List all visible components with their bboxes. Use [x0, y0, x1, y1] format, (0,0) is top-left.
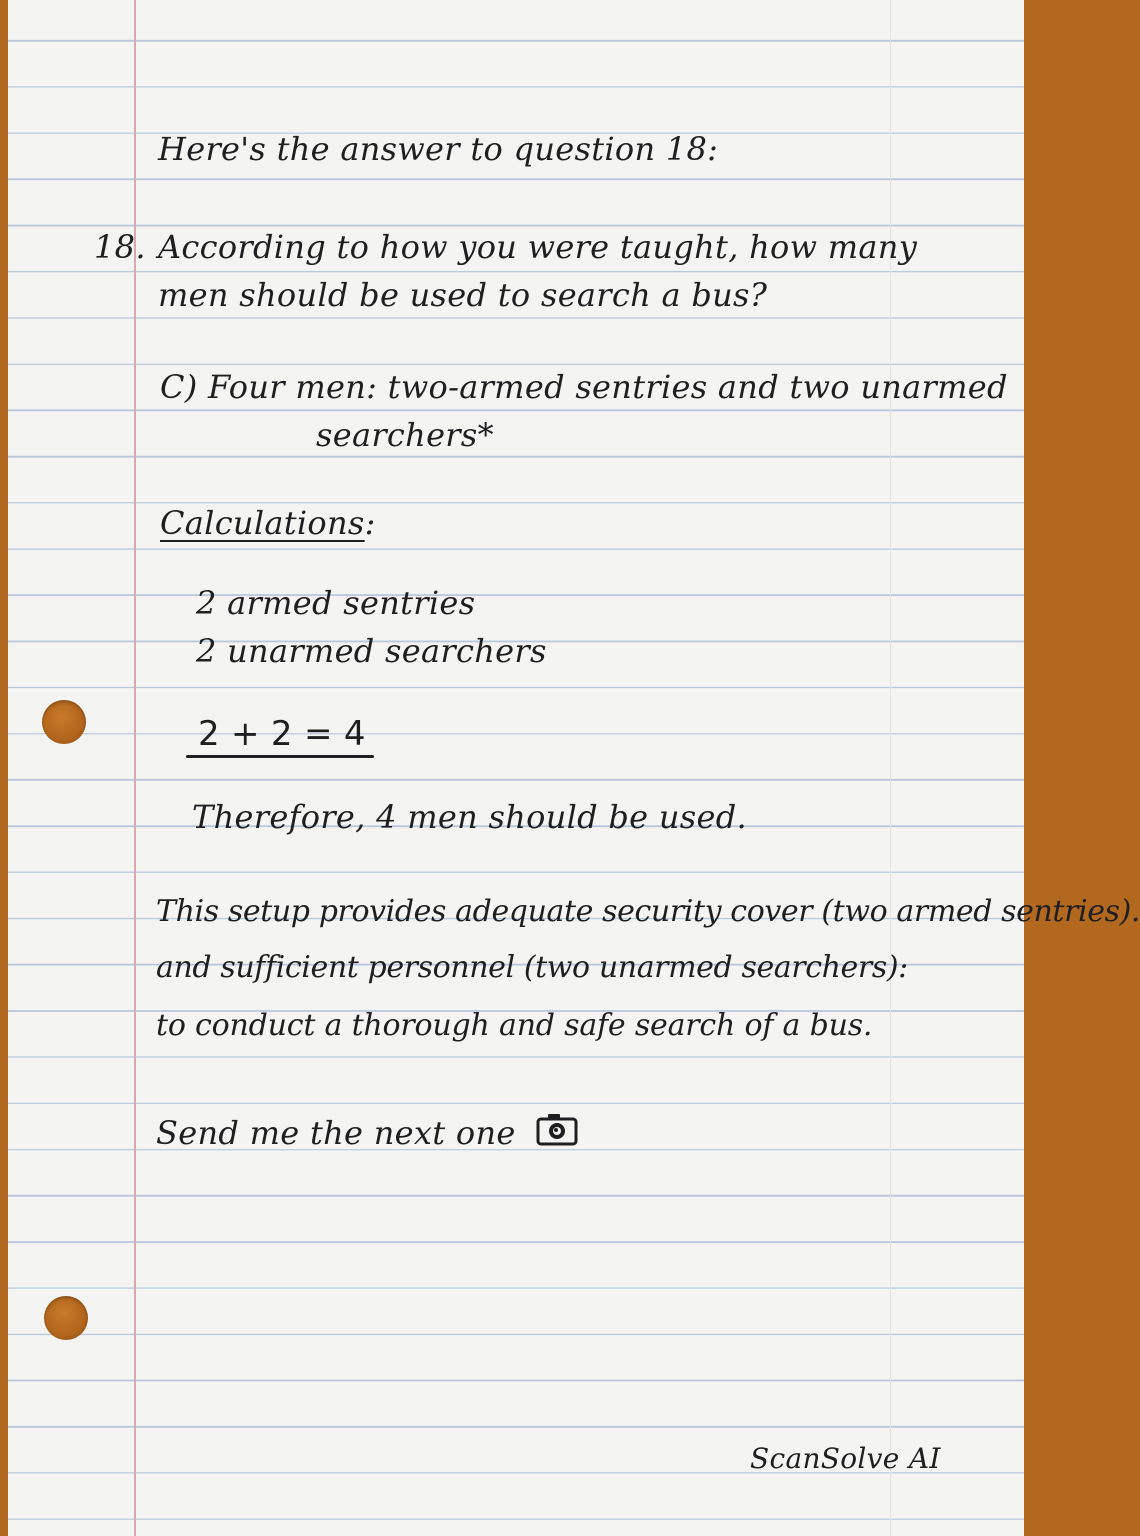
- closing-line: [156, 1114, 578, 1157]
- punch-hole: [42, 700, 86, 744]
- conclusion-text: Therefore, 4 men should be used.: [192, 798, 748, 836]
- punch-hole: [44, 1296, 88, 1340]
- equation-underline: [186, 755, 374, 758]
- notebook-paper: [8, 0, 1140, 1536]
- explanation-line-3: to conduct a thorough and safe search of a bus.: [156, 1008, 873, 1043]
- calculation-item: 2 armed sentries: [196, 584, 476, 622]
- explanation-line-1: This setup provides adequate security cover (two armed sentries).: [156, 894, 1140, 929]
- closing-text: Send me the next one: [156, 1114, 516, 1152]
- question-number: 18.: [94, 228, 146, 266]
- explanation-line-2: and sufficient personnel (two unarmed searchers):: [156, 950, 908, 985]
- calculations-heading-colon: :: [364, 504, 376, 542]
- question-line-2: men should be used to search a bus?: [158, 276, 768, 314]
- calculations-heading: [160, 504, 376, 542]
- question-line-1: According to how you were taught, how many: [158, 228, 918, 266]
- equation: 2 + 2 = 4: [198, 714, 366, 754]
- calculation-item: 2 unarmed searchers: [196, 632, 547, 670]
- answer-line-2: searchers*: [316, 416, 494, 454]
- intro-text: Here's the answer to question 18:: [158, 130, 719, 168]
- camera-icon: [536, 1112, 578, 1154]
- brand-signature: ScanSolve AI: [750, 1442, 941, 1475]
- answer-line-1: C) Four men: two-armed sentries and two unarmed: [160, 368, 1008, 406]
- calculations-heading-label: Calculations: [160, 504, 365, 542]
